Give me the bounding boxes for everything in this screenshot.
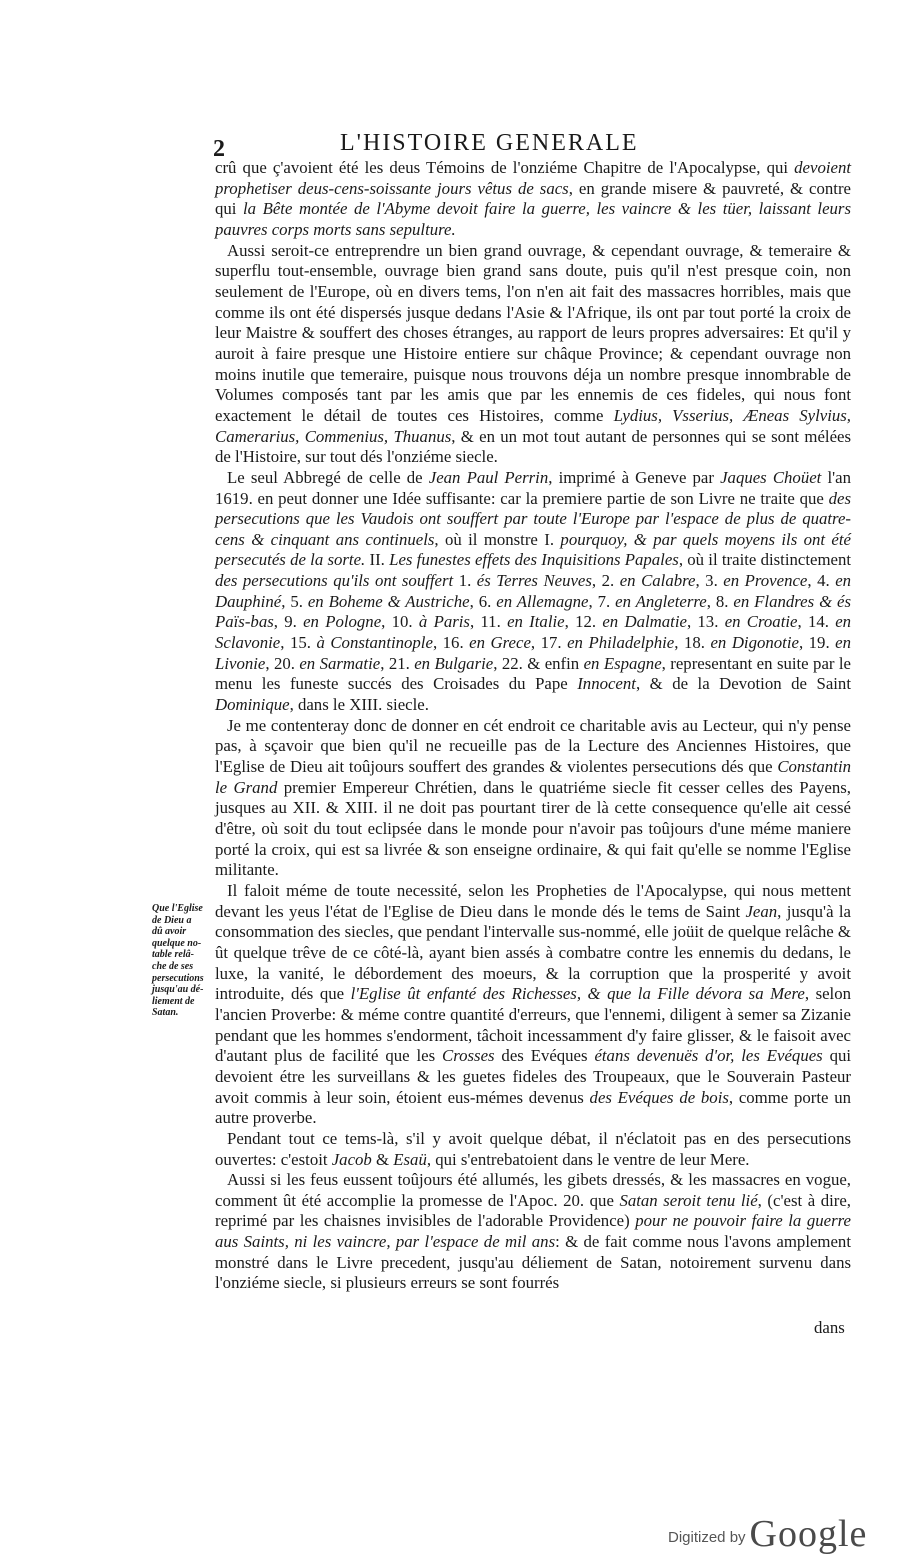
italic-text-run: en Boheme & Austriche — [307, 591, 470, 611]
paragraph — [215, 1129, 851, 1170]
text-run: , 10. — [381, 612, 419, 632]
text-run: , dans le XIII. siecle. — [289, 695, 429, 715]
text-run: , 14. — [797, 612, 836, 632]
italic-text-run: Jacob — [331, 1149, 372, 1169]
italic-text-run: en Espagne — [583, 653, 662, 673]
italic-text-run: en Dauphiné — [215, 571, 852, 611]
google-watermark — [668, 1512, 867, 1556]
italic-text-run: des persecutions que les Vaudois ont souffert par toute l'Europe par l'espace de plus de quatre-cens & cinquant ans continuels — [215, 488, 851, 549]
text-run: , 15. — [280, 633, 317, 653]
margin-note: Que l'Eglise de Dieu a dû avoir quelque no- table relâ- che de ses persecutions jusqu'au dé- liement de Satan. — [152, 903, 204, 1019]
text-run: Aussi si les feus eussent toûjours été allumés, les gibets dressés, & les massacres en vogue, comment ût été accomplie la promesse de l'Apoc. 20. que — [215, 1170, 851, 1210]
text-run: : & de fait comme nous l'avons amplement monstré dans le Livre precedent, jusqu'au déliement de Satan, notoirement survenu dans l'onziéme siecle, si plusieurs erreurs se sont fourrés — [215, 1232, 851, 1293]
italic-text-run: Constantin le Grand — [215, 757, 851, 797]
text-run: , où il traite distinctement — [678, 550, 852, 570]
italic-text-run: en Livonie — [215, 633, 851, 673]
text-block — [215, 158, 851, 1294]
text-run: , (c'est à dire, reprimé par les chaisnes invisibles de l'adorable Providence) — [215, 1190, 852, 1231]
text-run: , 12. — [564, 612, 603, 632]
italic-text-run: en Dalmatie — [602, 612, 687, 632]
italic-text-run: en Angleterre — [615, 591, 707, 611]
italic-text-run: en Allemagne — [496, 591, 589, 611]
italic-text-run: en Provence — [723, 571, 808, 591]
italic-text-run: en Calabre — [619, 571, 696, 591]
italic-text-run: Jean Paul Perrin — [428, 467, 549, 487]
italic-text-run: Satan seroit tenu lié — [619, 1190, 758, 1210]
text-run: 1. — [453, 571, 477, 591]
italic-text-run: en Croatie — [724, 612, 798, 632]
text-run: , 22. & enfin — [493, 653, 584, 673]
italic-text-run: pourquoy, & par quels moyens ils ont été persecutés de la sorte. — [215, 529, 851, 570]
paragraph — [215, 1170, 851, 1294]
text-run: , 6. — [469, 591, 497, 611]
page-number: 2 — [213, 136, 225, 162]
text-run: , imprimé à Geneve par — [548, 467, 721, 487]
text-run: , 17. — [530, 633, 568, 653]
italic-text-run: Esaü — [393, 1149, 427, 1169]
text-run: & — [371, 1149, 394, 1169]
running-head: L'HISTOIRE GENERALE — [340, 130, 639, 156]
text-run: , & de la Devotion de Saint — [635, 674, 851, 694]
italic-text-run: l'Eglise ût enfanté des Richesses, & que la Fille dévora sa Mere — [350, 984, 805, 1004]
text-run: , 9. — [273, 612, 304, 632]
text-run: , selon l'ancien Proverbe: & méme contre quantité d'erreurs, que l'ennemi, diligent à semer sa Zizanie pendant que les hommes s'endorment, tâchoit incessamment d'y faire glisser, & le faisoit avec d'autant plus de facilité que les — [215, 984, 851, 1066]
italic-text-run: Jean — [745, 901, 778, 921]
text-run: , jusqu'à la consommation des siecles, que pendant l'intervalle sus-nommé, elle joüit de quelque relâche & ût quelque trêve de ce côté-là, ayant bien assés à combatre contre les ennemis du dedans, le luxe, la vanité, le débordement des moeurs, & la corruption que la prosperité y avoit introduite, dés que — [215, 901, 851, 1004]
text-run: Pendant tout ce tems-là, s'il y avoit quelque débat, il n'éclatoit pas en des persecutions ouvertes: c'estoit — [215, 1128, 851, 1169]
italic-text-run: en Sarmatie — [299, 653, 381, 673]
italic-text-run: Dominique — [215, 695, 290, 715]
text-run: , 4. — [807, 571, 836, 591]
italic-text-run: en Pologne — [303, 612, 382, 632]
italic-text-run: Lydius, Vsserius, Æneas Sylvius, Camerarius, Commenius, Thuanus — [215, 405, 851, 446]
italic-text-run: étans devenuës d'or, les Evéques — [594, 1046, 823, 1066]
italic-text-run: Les funestes effets des Inquisitions Papales — [389, 550, 679, 570]
text-run: qui devoient étre les surveillans & les guetes fideles des Troupeaux, que le Souverain Pasteur avoit commis à leur soin, étoient eus-mémes devenus — [215, 1046, 852, 1107]
text-run: , 8. — [706, 591, 734, 611]
text-run: , 13. — [686, 612, 725, 632]
text-run: , representant en suite par le menu les funeste succés des Croisades du Pape — [215, 653, 852, 694]
italic-text-run: Innocent — [577, 674, 636, 694]
paragraph — [215, 881, 851, 1129]
google-logo: Google — [749, 1513, 868, 1555]
italic-text-run: en Italie — [507, 612, 565, 632]
italic-text-run: en Digonotie — [710, 633, 799, 653]
text-run: , 11. — [469, 612, 508, 632]
italic-text-run: à Paris — [418, 612, 470, 632]
text-run: , 20. — [265, 653, 300, 673]
watermark-prefix: Digitized by — [668, 1529, 746, 1546]
text-run: , 3. — [695, 571, 724, 591]
italic-text-run: en Grece — [469, 633, 531, 653]
text-run: , 19. — [798, 633, 836, 653]
text-run: Aussi seroit-ce entreprendre un bien grand ouvrage, & cependant ouvrage, & temeraire & superflu tout-ensemble, ouvrage bien grand sans doute, puis qu'il n'est presque coin, non seulement de l'Europe, où en divers tems, l'on n'en ait fait des massacres horribles, mais que comme ils ont été dispersés jusque dedans l'Asie & l'Afrique, ils ont par tout porté la croix de leur Maistre & souffert des choses étranges, au rapport de leurs propres adversaires: Et qu'il y auroit à faire presque une Histoire entiere sur châque Province; & cependant ouvrage non moins inutile que temeraire, puisque nous trouvons déja un nombre presque innombrable de Volumes composés tant par les amis que par les ennemis de ces fideles, qui nous font exactement le détail de toutes ces Histoires, comme — [215, 240, 851, 425]
text-run: crû que ç'avoient été les deus Témoins de l'onziéme Chapitre de l'Apocalypse, qui — [215, 158, 795, 177]
italic-text-run: à Constantinople — [316, 633, 433, 653]
italic-text-run: la Bête montée de l'Abyme devoit faire la guerre, les vaincre & les tüer, laissant leurs pauvres corps morts sans sepulture. — [215, 199, 851, 239]
paragraph — [215, 241, 851, 468]
text-run: Le seul Abbregé de celle de — [227, 467, 429, 487]
italic-text-run: Crosses — [442, 1046, 495, 1066]
text-run: l'an 1619. en peut donner une Idée suffisante: car la premiere partie de son Livre ne traite que — [215, 467, 851, 508]
text-run: Il faloit méme de toute necessité, selon les Propheties de l'Apocalypse, qui nous mettent devant les yeus l'état de l'Eglise de Dieu dans le monde dés le tems de Saint — [215, 880, 851, 921]
italic-text-run: des Evéques de bois — [589, 1087, 729, 1107]
text-run: , 2. — [591, 571, 620, 591]
text-run: , où il monstre I. — [434, 529, 561, 549]
italic-text-run: pour ne pouvoir faire la guerre aus Saints, ni les vaincre, par l'espace de mil ans — [215, 1211, 851, 1252]
text-run: , qui s'entrebatoient dans le ventre de leur Mere. — [426, 1149, 750, 1169]
text-run: , en grande misere & pauvreté, & contre qui — [215, 178, 851, 219]
italic-text-run: en Bulgarie — [414, 653, 494, 673]
text-run: premier Empereur Chrétien, dans le quatriéme siecle fit cesser celles des Payens, jusques au XII. & XIII. il ne doit pas pourtant tirer de là cette consequence qu'elle ait cessé d'être, où soit du tout eclipsée dans le monde pour n'avoir pas toûjours d'une méme maniere porté la croix, qui est sa livrée & son enseigne ordinaire, & qui fait qu'elle se nomme l'Eglise militante. — [215, 777, 851, 880]
text-run: des Evéques — [494, 1046, 595, 1066]
text-run: II. — [365, 550, 390, 570]
italic-text-run: en Philadelphie — [567, 633, 675, 653]
text-run: , 7. — [588, 591, 616, 611]
text-run: , comme porte un autre proverbe. — [215, 1087, 851, 1128]
italic-text-run: és Terres Neuves — [476, 571, 592, 591]
text-run: Je me contenteray donc de donner en cét endroit ce charitable avis au Lecteur, qui n'y pense pas, à sçavoir que bien qu'il ne recueille pas de la Lecture des Anciennes Histoires, que l'Eglise de Dieu ait toûjours souffert des grandes & violentes persecutions dés que — [215, 715, 851, 777]
text-run: , 21. — [380, 653, 415, 673]
text-run: , 18. — [674, 633, 711, 653]
paragraph — [215, 468, 851, 716]
paragraph — [215, 716, 851, 881]
catchword: dans — [814, 1318, 845, 1337]
italic-text-run: des persecutions qu'ils ont souffert — [215, 571, 454, 591]
text-run: , & en un mot tout autant de personnes qui se sont mélées de l'Histoire, sur tout dés l'onziéme siecle. — [215, 426, 851, 467]
text-run: , 5. — [281, 591, 308, 611]
italic-text-run: devoient prophetiser deus-cens-soissante jours vêtus de sacs — [215, 158, 851, 198]
paragraph — [215, 158, 851, 241]
italic-text-run: Jaques Choüet — [720, 467, 822, 487]
italic-text-run: en Sclavonie — [215, 612, 852, 653]
italic-text-run: en Flandres & és Païs-bas — [215, 591, 852, 632]
text-run: , 16. — [432, 633, 470, 653]
